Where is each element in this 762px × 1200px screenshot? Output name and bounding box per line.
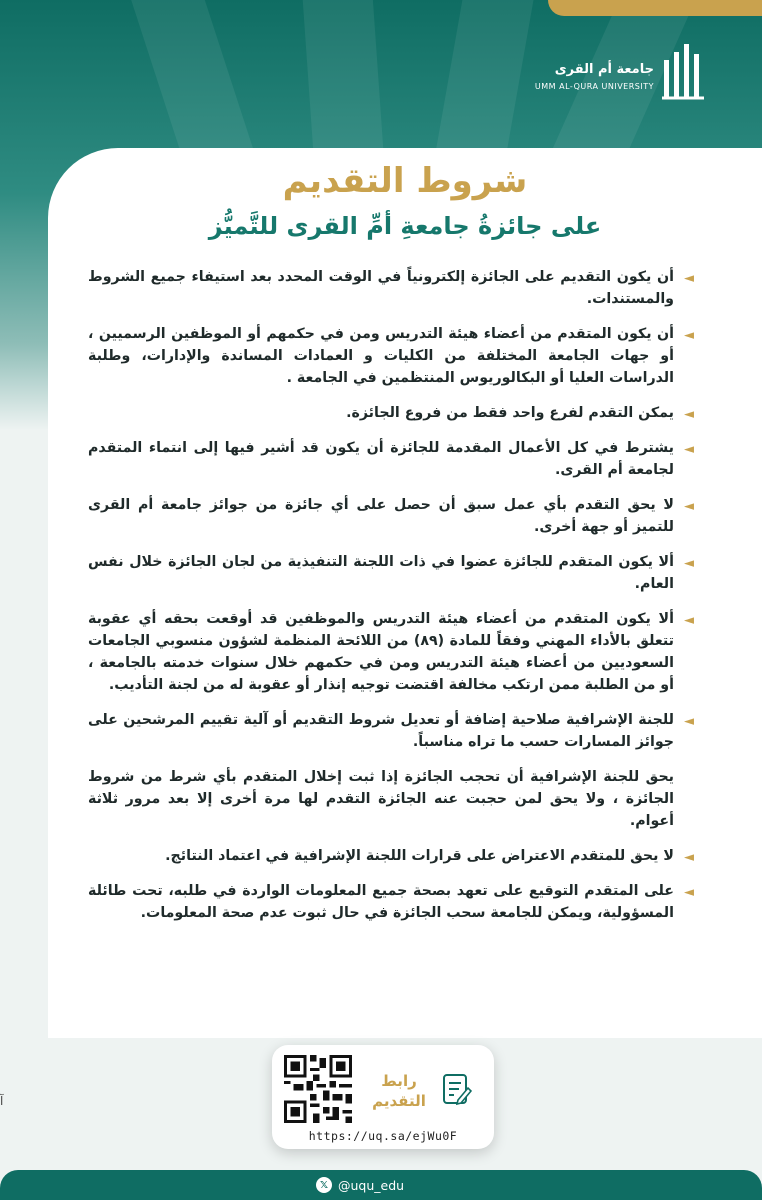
bullet-icon: ◄ (684, 442, 694, 457)
bullet-icon: ◄ (684, 850, 694, 865)
condition-item: ◄ لا يحق التقدم بأي عمل سبق أن حصل على أي جائزة من جوائز جامعة أم القرى للتميز أو جهة أخرى. (88, 497, 694, 535)
condition-item: يحق للجنة الإشرافية أن تحجب الجائزة إذا ثبت إخلال المتقدم بأي شرط من شروط الجائزة ، ولا يحق لمن حجبت عنه الجائزة التقدم لها مرة أخرى إلا بعد مرور ثلاثة أعوام. (88, 769, 674, 829)
apply-link-box[interactable] (272, 1045, 494, 1149)
university-emblem-icon (660, 40, 706, 102)
bullet-icon: ◄ (684, 613, 694, 628)
logo-name-en: UMM AL-QURA UNIVERSITY (534, 82, 654, 91)
condition-item: ◄ للجنة الإشرافية صلاحية إضافة أو تعديل شروط التقديم أو آلية تقييم المرشحين على جوائز المسارات حسب ما تراه مناسباً. (88, 712, 694, 750)
condition-item: ◄ أن يكون المتقدم من أعضاء هيئة التدريس ومن في حكمهم أو الموظفين الرسميين ، أو جهات الجامعة المختلفة من الكليات و العمادات المساندة والإدارات، وطلبة الدراسات العليا أو البكالوريوس المنتظمين في الجامعة . (88, 326, 694, 386)
condition-item: ◄ على المتقدم التوقيع على تعهد بصحة جميع المعلومات الواردة في طلبه، تحت طائلة المسؤولية، ويمكن للجامعة سحب الجائزة في حال ثبوت عدم صحة المعلومات. (88, 883, 694, 921)
university-logo (506, 40, 706, 106)
condition-item: ◄ لا يحق للمتقدم الاعتراض على قرارات اللجنة الإشرافية في اعتماد النتائج. (88, 845, 694, 867)
condition-item: ◄ ألا يكون المتقدم من أعضاء هيئة التدريس والموظفين قد أوقعت بحقه أي عقوبة تتعلق بالأداء المهني وفقاً للمادة (٨٩) من اللائحة المنظمة لشؤون منسوبي الجامعات السعوديين من أعضاء هيئة التدريس ومن في حكمهم خلال سنوات خدمته بالجامعة ، أو من الطلبة ممن ارتكب مخالفة اقتضت توجيه إنذار أو عقوبة له من لجنة التأديب. (88, 611, 694, 693)
conditions-list (88, 266, 694, 937)
bullet-icon: ◄ (684, 328, 694, 343)
page-subtitle: على جائزةُ جامعةِ أمِّ القرى للتَّميُّز (208, 212, 602, 240)
bullet-icon: ◄ (684, 885, 694, 900)
bullet-icon: ◄ (684, 556, 694, 571)
condition-item: ◄ ألا يكون المتقدم للجائزة عضوا في ذات اللجنة التنفيذية من لجان الجائزة خلال نفس العام. (88, 554, 694, 592)
social-handle[interactable] (316, 1177, 404, 1193)
heading (48, 158, 762, 244)
condition-item: ◄ يشترط في كل الأعمال المقدمة للجائزة أن يكون قد أشير فيها إلى انتماء المتقدم لجامعة أم القرى. (88, 440, 694, 478)
condition-item: ◄ يمكن التقدم لفرع واحد فقط من فروع الجائزة. (88, 402, 694, 424)
side-mark: آ (0, 1094, 4, 1108)
qr-code-icon[interactable] (284, 1055, 352, 1123)
bullet-icon: ◄ (684, 271, 694, 286)
gold-accent-tab (548, 0, 762, 16)
bullet-icon: ◄ (684, 407, 694, 422)
apply-link-label[interactable]: رابط التقديم (372, 1072, 426, 1110)
apply-url[interactable]: https://uq.sa/ejWu0F (308, 1129, 458, 1143)
page-title: شروط التقديم (282, 161, 528, 201)
bullet-icon: ◄ (684, 714, 694, 729)
bullet-icon: ◄ (684, 499, 694, 514)
x-logo-icon: 𝕏 (316, 1177, 332, 1193)
form-edit-icon (442, 1073, 472, 1107)
social-handle-text: @uqu_edu (338, 1177, 405, 1193)
logo-name-ar: جامعة أم القرى (554, 62, 654, 77)
condition-item: ◄ أن يكون التقديم على الجائزة إلكترونياً في الوقت المحدد بعد استيفاء جميع الشروط والمستندات. (88, 269, 694, 307)
footer-bar (0, 1170, 762, 1200)
